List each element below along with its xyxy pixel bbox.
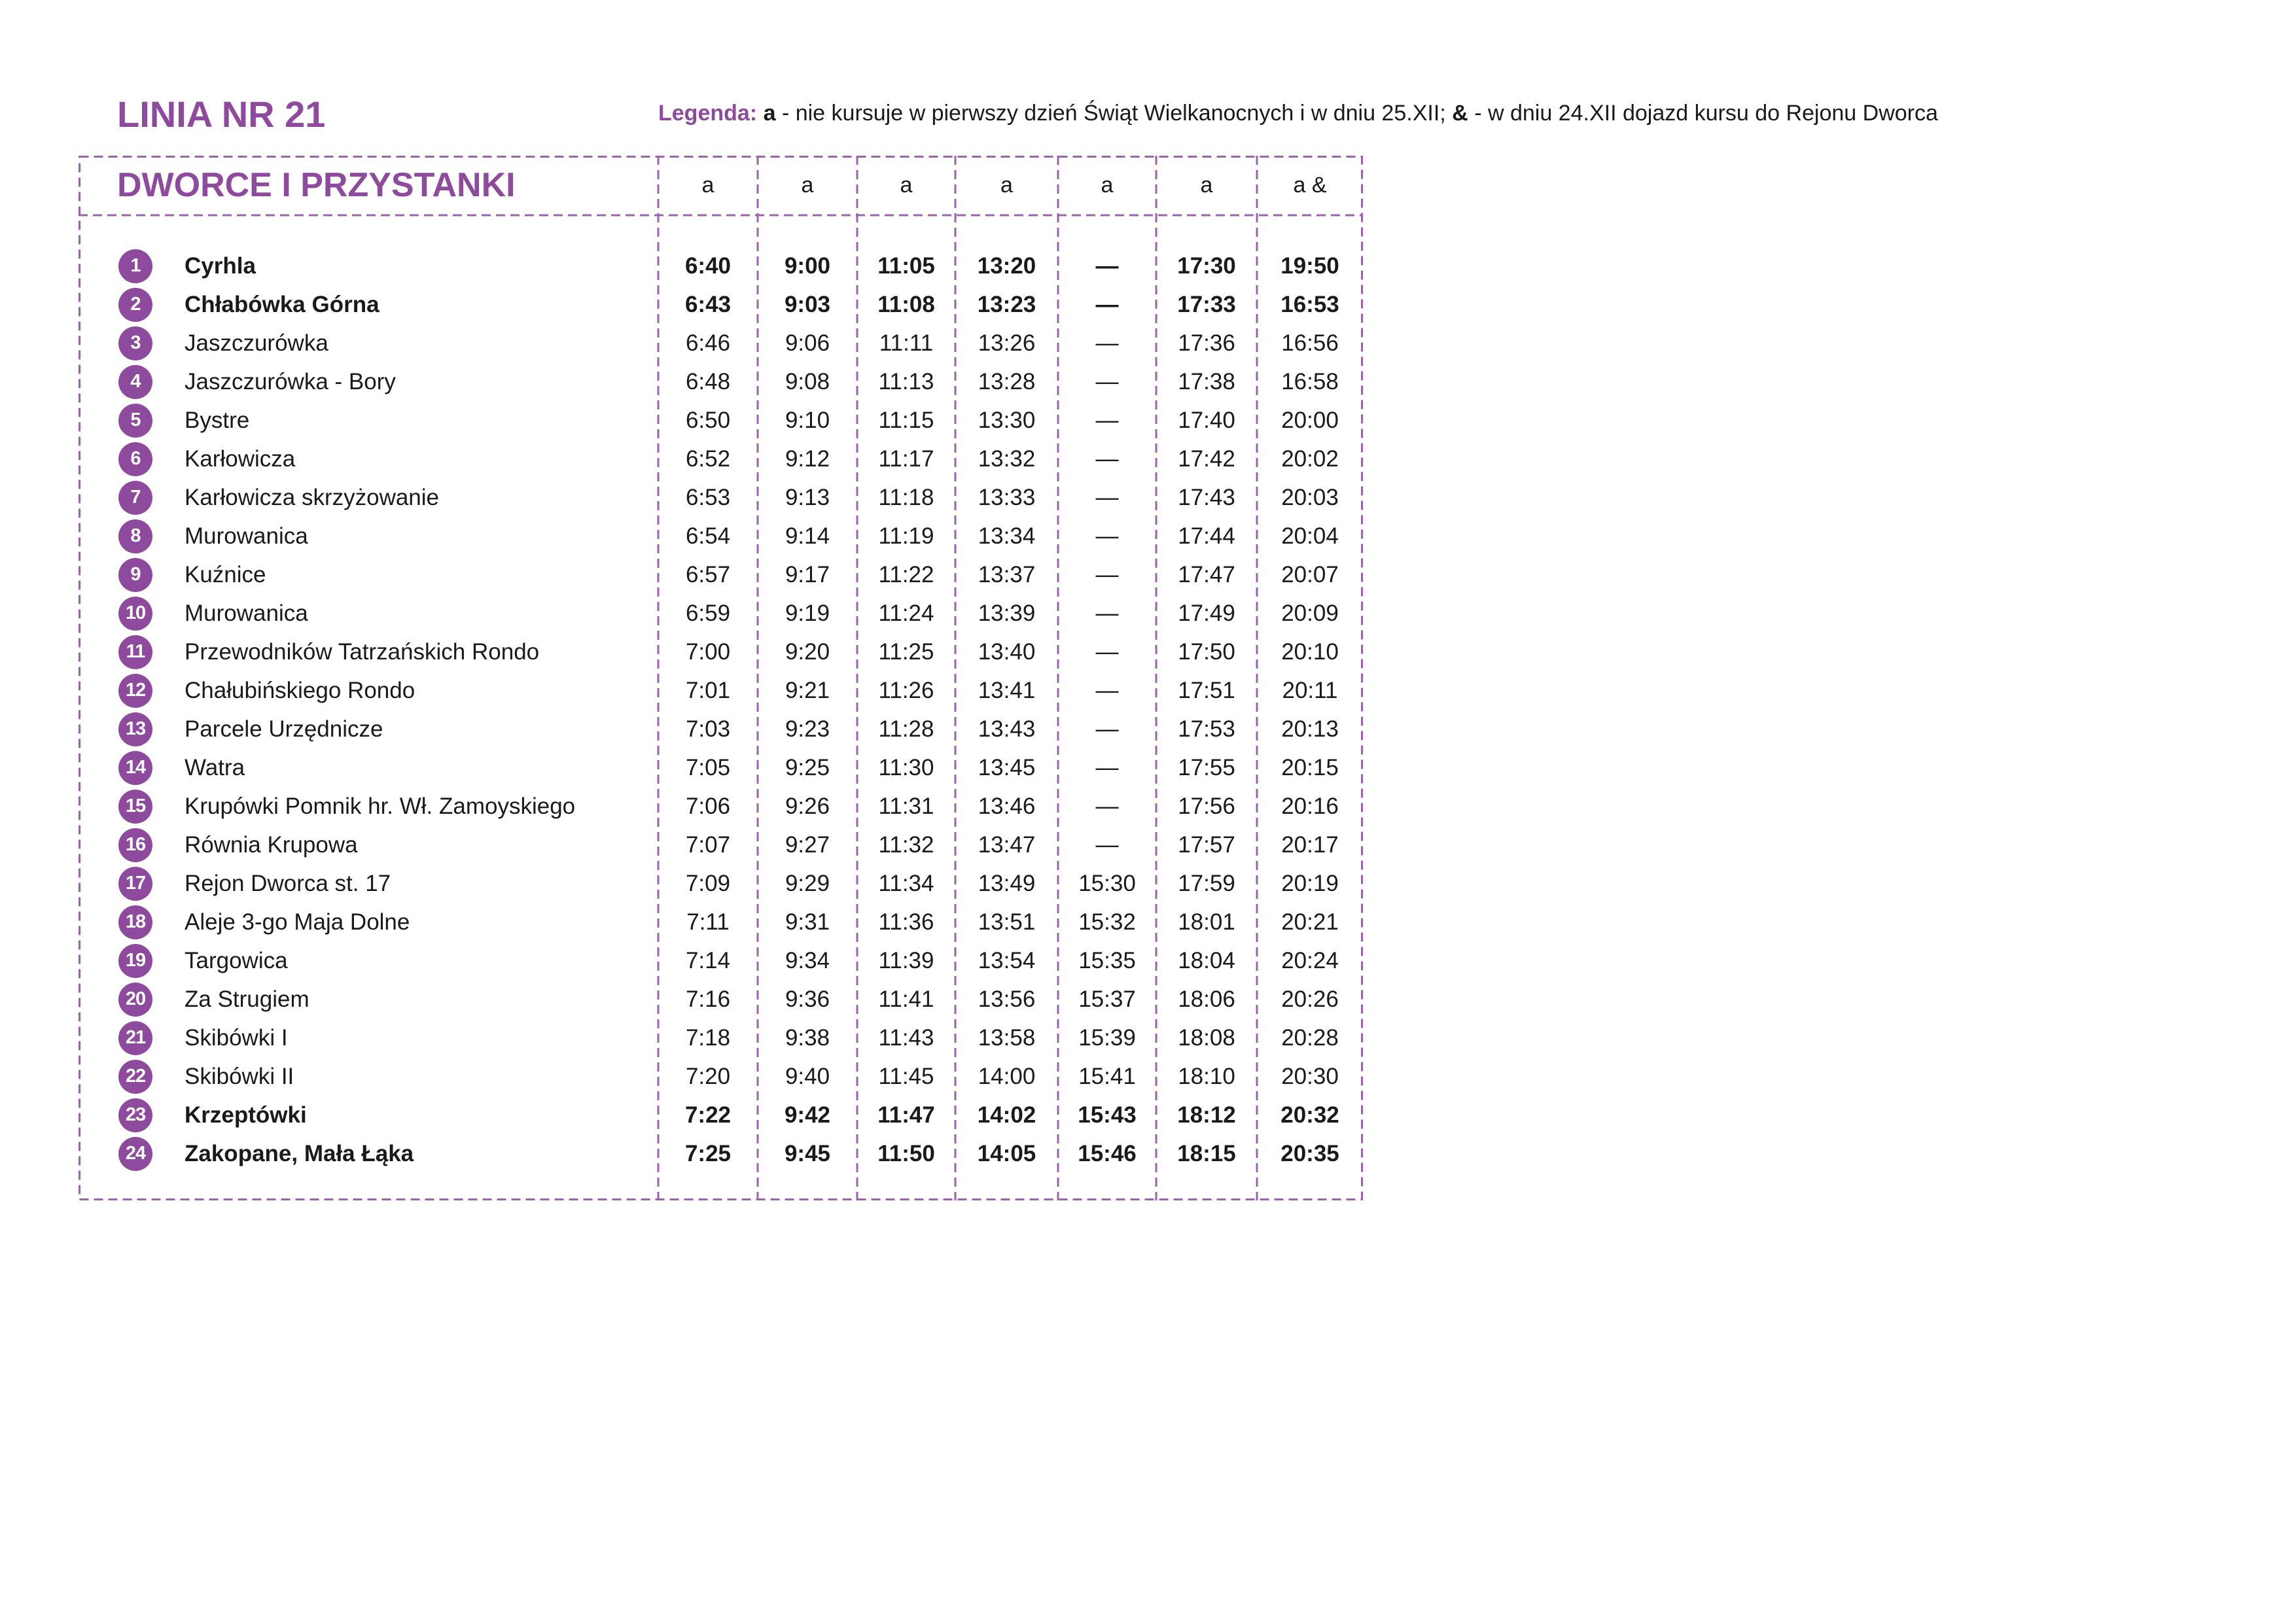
stop-row [79,1057,1363,1096]
stop-cell [79,980,658,1019]
stop-number-badge: 2 [118,288,152,322]
departure-time: 11:50 [877,1141,935,1166]
departure-time: 18:08 [1178,1025,1235,1051]
departure-time: 9:00 [784,253,831,279]
stop-name: Kuźnice [185,561,266,587]
stop-name: Karłowicza skrzyżowanie [185,484,440,510]
departure-time: — [1095,832,1119,858]
stop-row [79,555,1363,594]
departure-time: 17:43 [1178,485,1235,510]
departure-time: 18:10 [1178,1064,1235,1089]
departure-time: 11:18 [878,485,934,510]
stop-number-badge: 9 [118,558,152,592]
departure-time: 16:58 [1281,369,1339,394]
departure-time: 17:33 [1177,292,1236,317]
departure-time: 11:17 [878,446,934,472]
trip-column-header: a [1200,173,1213,198]
legend-text-ampersand: - w dniu 24.XII dojazd kursu do Rejonu Dworca [1474,101,1938,126]
departure-time: 9:36 [785,986,830,1012]
stop-number-badge: 14 [118,751,152,785]
departure-time: 9:34 [785,948,830,973]
departure-time: 9:06 [785,330,830,356]
departure-time: 20:28 [1281,1025,1339,1051]
departure-time: 18:15 [1177,1141,1236,1166]
departure-time: 7:20 [685,1064,731,1089]
line-title: LINIA NR 21 [117,94,326,135]
departure-time: 11:11 [879,330,934,356]
departure-time: 11:45 [878,1064,934,1089]
stop-name: Zakopane, Mała Łąka [185,1140,414,1166]
departure-time: 15:30 [1078,871,1136,896]
departure-time: 13:39 [978,601,1036,626]
stop-row [79,826,1363,864]
departure-time: 13:33 [978,485,1036,510]
departure-time: 7:09 [685,871,731,896]
departure-time: 7:11 [686,909,730,935]
departure-time: 13:41 [978,678,1036,703]
stop-cell [79,787,658,826]
departure-time: — [1095,369,1119,394]
departure-time: 9:14 [785,523,830,549]
stop-row [79,1134,1363,1173]
stop-cell [79,941,658,980]
departure-time: 11:47 [877,1102,935,1128]
stop-row [79,941,1363,980]
departure-time: 16:53 [1280,292,1339,317]
stop-cell [79,1134,658,1173]
departure-time: 13:40 [978,639,1036,665]
stop-number-badge: 7 [118,481,152,515]
departure-time: 9:42 [784,1102,831,1128]
legend-text-a: - nie kursuje w pierwszy dzień Świąt Wielkanocnych i w dniu 25.XII; [781,101,1446,126]
departure-time: 13:43 [978,716,1036,742]
departure-time: — [1095,562,1119,587]
departure-time: 17:40 [1178,408,1235,433]
departure-time: 11:41 [878,986,934,1012]
departure-time: 20:17 [1281,832,1339,858]
departure-time: 16:56 [1281,330,1339,356]
departure-time: 9:08 [785,369,830,394]
departure-time: 20:03 [1281,485,1339,510]
departure-time: 11:24 [878,601,934,626]
departure-time: 17:51 [1178,678,1235,703]
departure-time: 20:32 [1280,1102,1339,1128]
stop-name: Karłowicza [185,445,296,472]
stop-name: Rejon Dworca st. 17 [185,870,391,896]
stop-number-badge: 24 [118,1137,152,1171]
departure-time: 14:00 [978,1064,1036,1089]
departure-time: 6:53 [685,485,731,510]
trip-column-header: a [1101,173,1114,198]
departure-time: 11:22 [878,562,934,587]
departure-time: 7:22 [684,1102,732,1128]
departure-time: 20:02 [1281,446,1339,472]
departure-time: 9:29 [785,871,830,896]
stop-row [79,633,1363,671]
departure-time: 9:23 [785,716,830,742]
departure-time: 17:44 [1178,523,1235,549]
stop-name: Bystre [185,407,250,433]
stop-row [79,980,1363,1019]
departure-time: 20:00 [1281,408,1339,433]
departure-time: 11:43 [878,1025,934,1051]
departure-time: 20:09 [1281,601,1339,626]
departure-time: 17:30 [1177,253,1236,279]
stop-number-badge: 5 [118,404,152,438]
departure-time: — [1095,292,1119,317]
stop-name: Targowica [185,947,288,973]
departure-time: 20:30 [1281,1064,1339,1089]
stop-number-badge: 1 [118,249,152,283]
departure-time: — [1095,485,1119,510]
table-header [79,156,1363,215]
stop-row [79,440,1363,478]
departure-time: 11:15 [878,408,934,433]
stop-number-badge: 6 [118,442,152,476]
departure-time: 17:42 [1178,446,1235,472]
departure-time: 17:53 [1178,716,1235,742]
stop-number-badge: 16 [118,828,152,862]
departure-time: 7:06 [685,794,731,819]
departure-time: 6:43 [684,292,732,317]
stop-cell [79,710,658,748]
departure-time: 13:30 [978,408,1036,433]
stop-name: Aleje 3-go Maja Dolne [185,909,410,935]
stop-number-badge: 4 [118,365,152,399]
stop-number-badge: 21 [118,1021,152,1055]
stop-row [79,324,1363,362]
departure-time: — [1095,408,1119,433]
departure-time: 14:02 [977,1102,1036,1128]
stop-number-badge: 23 [118,1098,152,1132]
departure-time: 9:13 [785,485,830,510]
legend-key-a: a [763,101,776,126]
departure-time: — [1095,601,1119,626]
departure-time: 7:00 [685,639,731,665]
departure-time: 7:14 [685,948,731,973]
trip-column-header: a [900,173,913,198]
legend-key-ampersand: & [1452,101,1468,126]
stop-number-badge: 3 [118,326,152,360]
stop-number-badge: 19 [118,944,152,978]
departure-time: 20:26 [1281,986,1339,1012]
stop-name: Parcele Urzędnicze [185,716,383,742]
stops-header: DWORCE I PRZYSTANKI [117,166,516,204]
departure-time: 20:11 [1282,678,1338,703]
departure-time: 9:25 [785,755,830,780]
stop-number-badge: 13 [118,712,152,746]
stop-number-badge: 20 [118,983,152,1017]
departure-time: 11:32 [878,832,934,858]
departure-time: 9:45 [784,1141,831,1166]
departure-time: 7:25 [684,1141,732,1166]
departure-time: 17:57 [1178,832,1235,858]
departure-time: 9:17 [785,562,830,587]
departure-time: 9:12 [785,446,830,472]
departure-time: 15:32 [1078,909,1136,935]
departure-time: 13:32 [978,446,1036,472]
departure-time: 9:10 [785,408,830,433]
stop-cell [79,440,658,478]
departure-time: 7:03 [685,716,731,742]
departure-time: 9:03 [784,292,831,317]
departure-time: 13:45 [978,755,1036,780]
stop-number-badge: 12 [118,674,152,708]
stop-name: Jaszczurówka - Bory [185,368,396,394]
departure-time: 11:39 [878,948,934,973]
departure-time: 13:28 [978,369,1036,394]
departure-time: 11:08 [877,292,935,317]
departure-time: 18:01 [1178,909,1235,935]
stop-number-badge: 10 [118,597,152,631]
stop-row [79,1096,1363,1134]
departure-time: 14:05 [977,1141,1036,1166]
departure-time: 6:46 [685,330,731,356]
departure-time: — [1095,523,1119,549]
departure-time: 20:07 [1281,562,1339,587]
stop-row [79,247,1363,285]
stop-name: Chałubińskiego Rondo [185,677,415,703]
stop-row [79,671,1363,710]
departure-time: 20:15 [1281,755,1339,780]
stop-cell [79,555,658,594]
stop-row [79,594,1363,633]
departure-time: 6:52 [685,446,731,472]
departure-time: 6:54 [685,523,731,549]
departure-time: 18:04 [1178,948,1235,973]
stop-row [79,362,1363,401]
departure-time: 11:13 [878,369,934,394]
stop-number-badge: 11 [118,635,152,669]
departure-time: 20:21 [1281,909,1339,935]
stop-cell [79,1057,658,1096]
departure-time: 20:35 [1280,1141,1339,1166]
departure-time: — [1095,755,1119,780]
departure-time: 13:49 [978,871,1036,896]
departure-time: 13:26 [978,330,1036,356]
departure-time: 17:49 [1178,601,1235,626]
stop-name: Murowanica [185,600,308,626]
stop-row [79,1019,1363,1057]
stop-row [79,401,1363,440]
stop-number-badge: 8 [118,519,152,553]
departure-time: 9:21 [785,678,830,703]
departure-time: 13:56 [978,986,1036,1012]
stop-row [79,787,1363,826]
departure-time: 17:36 [1178,330,1235,356]
departure-time: 15:37 [1078,986,1136,1012]
stop-number-badge: 22 [118,1060,152,1094]
stop-name: Krzeptówki [185,1102,307,1128]
stop-number-badge: 17 [118,867,152,901]
departure-time: 11:34 [878,871,934,896]
stop-name: Cyrhla [185,253,256,279]
stop-name: Skibówki I [185,1024,288,1051]
departure-time: 6:50 [685,408,731,433]
departure-time: 17:55 [1178,755,1235,780]
stop-cell [79,594,658,633]
stop-cell [79,517,658,555]
stop-name: Chłabówka Górna [185,291,380,317]
departure-time: 6:57 [685,562,731,587]
stop-row [79,517,1363,555]
departure-time: — [1095,330,1119,356]
departure-time: 13:20 [977,253,1036,279]
departure-time: 6:48 [685,369,731,394]
stop-cell [79,903,658,941]
departure-time: 11:05 [877,253,935,279]
departure-time: 17:47 [1178,562,1235,587]
departure-time: 20:16 [1281,794,1339,819]
departure-time: 15:43 [1078,1102,1137,1128]
stop-cell [79,633,658,671]
stop-cell [79,826,658,864]
stop-name: Krupówki Pomnik hr. Wł. Zamoyskiego [185,793,576,819]
stop-cell [79,401,658,440]
stop-name: Murowanica [185,523,308,549]
stop-row [79,864,1363,903]
departure-time: 17:50 [1178,639,1235,665]
departure-time: 9:38 [785,1025,830,1051]
departure-time: 7:01 [685,678,731,703]
stop-number-badge: 18 [118,905,152,939]
departure-time: 11:26 [878,678,934,703]
stop-row [79,710,1363,748]
stop-row [79,478,1363,517]
departure-time: 9:31 [785,909,830,935]
stop-row [79,903,1363,941]
stop-row [79,748,1363,787]
departure-time: 15:35 [1078,948,1136,973]
departure-time: 9:27 [785,832,830,858]
stop-cell [79,324,658,362]
departure-time: 20:04 [1281,523,1339,549]
stop-row [79,285,1363,324]
departure-time: 11:31 [878,794,934,819]
stop-cell [79,285,658,324]
stop-cell [79,671,658,710]
departure-time: 9:40 [785,1064,830,1089]
departure-time: 13:51 [978,909,1036,935]
trip-column-header: a [701,173,715,198]
departure-time: 13:37 [978,562,1036,587]
stop-cell [79,478,658,517]
departure-time: 15:46 [1078,1141,1137,1166]
stop-name: Jaszczurówka [185,330,328,356]
departure-time: 11:25 [878,639,934,665]
timetable [79,156,1363,1200]
departure-time: 7:16 [685,986,731,1012]
departure-time: 7:18 [685,1025,731,1051]
departure-time: 7:07 [685,832,731,858]
stop-cell [79,864,658,903]
departure-time: 9:19 [785,601,830,626]
departure-time: 7:05 [685,755,731,780]
departure-time: 11:28 [878,716,934,742]
stop-name: Równia Krupowa [185,831,358,858]
table-body [79,247,1363,1173]
departure-time: — [1095,639,1119,665]
departure-time: 13:54 [978,948,1036,973]
departure-time: 20:13 [1281,716,1339,742]
departure-time: 17:38 [1178,369,1235,394]
departure-time: 13:58 [978,1025,1036,1051]
stop-cell [79,362,658,401]
stop-name: Za Strugiem [185,986,309,1012]
stop-number-badge: 15 [118,790,152,824]
departure-time: — [1095,253,1119,279]
legend-label: Legenda: [658,101,758,126]
departure-time: 11:19 [878,523,934,549]
departure-time: 17:56 [1178,794,1235,819]
trip-column-header: a [801,173,814,198]
stop-cell [79,748,658,787]
departure-time: 15:39 [1078,1025,1136,1051]
departure-time: 19:50 [1280,253,1339,279]
departure-time: — [1095,678,1119,703]
departure-time: — [1095,716,1119,742]
departure-time: 11:36 [878,909,934,935]
trip-column-header: a & [1293,173,1327,198]
departure-time: 20:24 [1281,948,1339,973]
departure-time: — [1095,794,1119,819]
departure-time: — [1095,446,1119,472]
departure-time: 13:23 [977,292,1036,317]
departure-time: 13:47 [978,832,1036,858]
departure-time: 18:06 [1178,986,1235,1012]
departure-time: 6:40 [684,253,732,279]
stop-cell [79,1096,658,1134]
stop-cell [79,1019,658,1057]
departure-time: 11:30 [878,755,934,780]
departure-time: 13:34 [978,523,1036,549]
stop-cell [79,247,658,285]
departure-time: 15:41 [1078,1064,1136,1089]
departure-time: 18:12 [1177,1102,1236,1128]
departure-time: 9:26 [785,794,830,819]
stop-name: Przewodników Tatrzańskich Rondo [185,638,540,665]
stop-name: Watra [185,754,245,780]
departure-time: 9:20 [785,639,830,665]
departure-time: 13:46 [978,794,1036,819]
departure-time: 20:10 [1281,639,1339,665]
departure-time: 20:19 [1281,871,1339,896]
departure-time: 17:59 [1178,871,1235,896]
departure-time: 6:59 [685,601,731,626]
stop-name: Skibówki II [185,1063,294,1089]
trip-column-header: a [1000,173,1013,198]
legend [658,100,1938,126]
